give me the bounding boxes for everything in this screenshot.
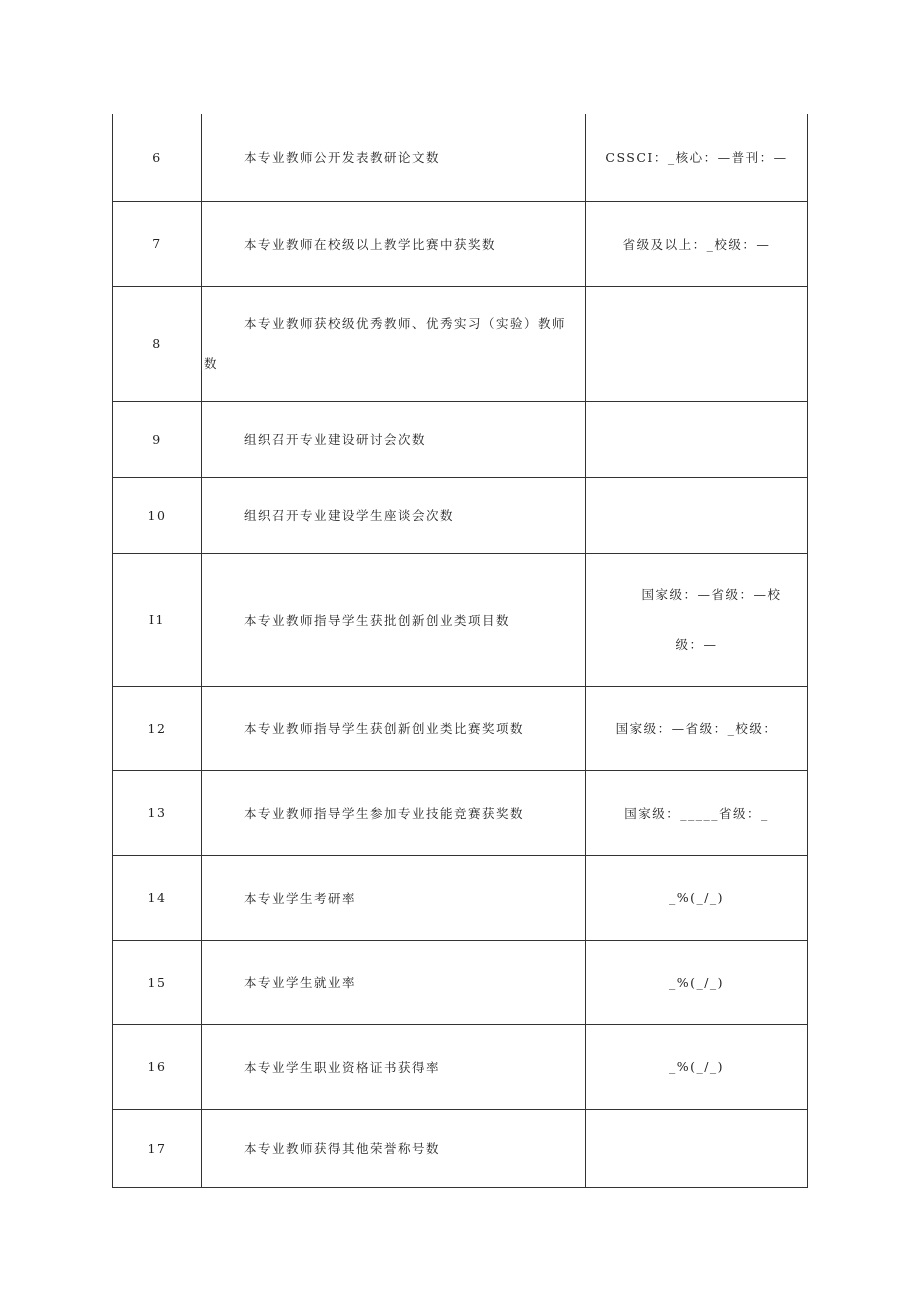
table-row bbox=[113, 770, 808, 855]
row-value: 国家级：_____省级：_ bbox=[586, 770, 808, 855]
row-value: _%(_/_) bbox=[586, 1024, 808, 1109]
row-item: 组织召开专业建设研讨会次数 bbox=[202, 401, 586, 477]
table-row bbox=[113, 940, 808, 1024]
row-item: 本专业教师公开发表教研论文数 bbox=[202, 114, 586, 201]
row-number: 16 bbox=[113, 1024, 202, 1109]
table-row bbox=[113, 401, 808, 477]
row-item-line: 数 bbox=[204, 355, 219, 371]
row-value: 国家级：—省级：_校级： bbox=[586, 686, 808, 770]
table-row bbox=[113, 1024, 808, 1109]
table-row bbox=[113, 114, 808, 201]
row-value bbox=[586, 401, 808, 477]
row-value-line: 级：— bbox=[675, 636, 718, 652]
table-row bbox=[113, 855, 808, 940]
row-number: 17 bbox=[113, 1109, 202, 1187]
row-number: 12 bbox=[113, 686, 202, 770]
row-number: 6 bbox=[113, 114, 202, 201]
row-value-line: 国家级：—省级：—校 bbox=[641, 586, 782, 602]
row-number: I1 bbox=[113, 553, 202, 686]
row-item: 本专业教师获得其他荣誉称号数 bbox=[202, 1109, 586, 1187]
row-value bbox=[586, 286, 808, 401]
table-row bbox=[113, 686, 808, 770]
row-item: 本专业学生职业资格证书获得率 bbox=[202, 1024, 586, 1109]
table-row bbox=[113, 477, 808, 553]
row-value: _%(_/_) bbox=[586, 855, 808, 940]
row-number: 7 bbox=[113, 201, 202, 286]
row-value bbox=[586, 477, 808, 553]
table-row bbox=[113, 201, 808, 286]
row-number: 10 bbox=[113, 477, 202, 553]
row-item: 组织召开专业建设学生座谈会次数 bbox=[202, 477, 586, 553]
table-row bbox=[113, 286, 808, 401]
statistics-table bbox=[112, 114, 808, 1188]
row-value bbox=[586, 1109, 808, 1187]
table-row bbox=[113, 553, 808, 686]
row-value: _%(_/_) bbox=[586, 940, 808, 1024]
row-item-line: 本专业教师获校级优秀教师、优秀实习（实验）教师 bbox=[244, 315, 567, 331]
row-value: 省级及以上：_校级：— bbox=[586, 201, 808, 286]
row-item: 本专业教师指导学生参加专业技能竞赛获奖数 bbox=[202, 770, 586, 855]
row-item bbox=[202, 286, 586, 401]
row-value: CSSCI：_核心：—普刊：— bbox=[586, 114, 808, 201]
row-item: 本专业学生就业率 bbox=[202, 940, 586, 1024]
row-number: 15 bbox=[113, 940, 202, 1024]
row-value bbox=[586, 553, 808, 686]
row-number: 13 bbox=[113, 770, 202, 855]
row-item: 本专业教师指导学生获批创新创业类项目数 bbox=[202, 553, 586, 686]
row-number: 14 bbox=[113, 855, 202, 940]
row-item: 本专业学生考研率 bbox=[202, 855, 586, 940]
row-item: 本专业教师在校级以上教学比赛中获奖数 bbox=[202, 201, 586, 286]
row-number: 8 bbox=[113, 286, 202, 401]
table-row bbox=[113, 1109, 808, 1187]
row-number: 9 bbox=[113, 401, 202, 477]
row-item: 本专业教师指导学生获创新创业类比赛奖项数 bbox=[202, 686, 586, 770]
